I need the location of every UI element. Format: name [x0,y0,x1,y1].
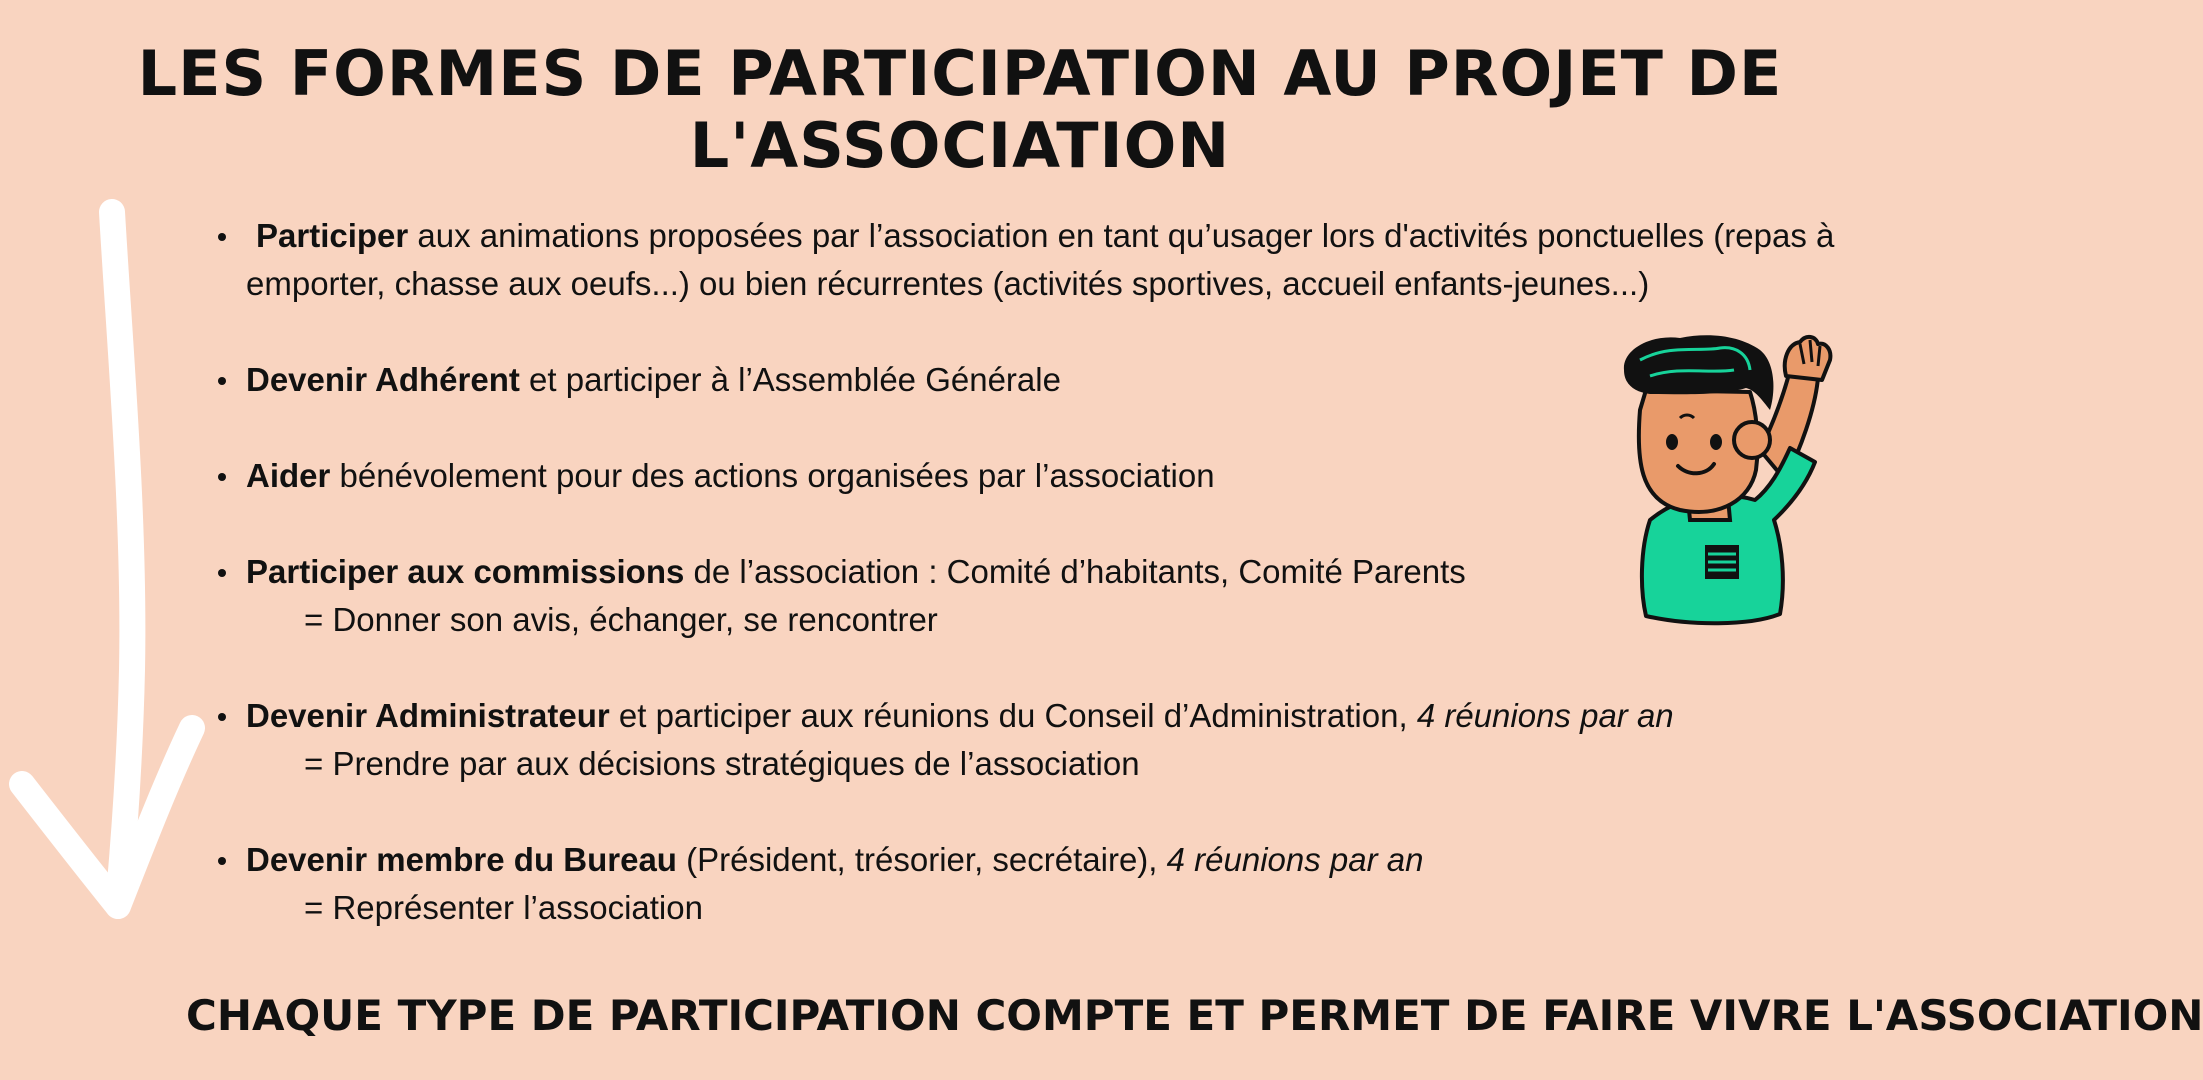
item-italic: 4 réunions par an [1166,841,1424,878]
item-text: aux animations proposées par l’association en tant qu’usager lors d'activités ponctuelles (repas à emporter, chasse aux oeufs...) ou bien récurrentes (activités sportives, accueil enfants-jeunes...) [246,217,1835,302]
item-subtext: = Prendre par aux décisions stratégiques de l’association [304,745,1140,782]
item-text: et participer à l’Assemblée Générale [519,361,1061,398]
down-arrow-icon [0,200,230,930]
item-italic: 4 réunions par an [1416,697,1674,734]
item-subtext: = Représenter l’association [304,889,703,926]
page-title [0,38,1920,182]
item-bold: Devenir membre du Bureau [246,841,677,878]
list-item [212,212,1936,308]
item-text: et participer aux réunions du Conseil d’Administration, [609,697,1417,734]
waving-boy-illustration [1610,330,1850,630]
title-line-2: L'ASSOCIATION [689,109,1231,182]
item-bold: Aider [246,457,331,494]
item-subtext: = Donner son avis, échanger, se rencontrer [304,601,938,638]
list-item [212,692,1912,788]
item-text: bénévolement pour des actions organisées par l’association [330,457,1215,494]
item-bold: Participer aux commissions [246,553,685,590]
item-text: (Président, trésorier, secrétaire), [676,841,1167,878]
title-line-1: LES FORMES DE PARTICIPATION AU PROJET DE [137,37,1783,110]
item-bold: Devenir Administrateur [246,697,610,734]
item-text: de l’association : Comité d’habitants, Comité Parents [684,553,1466,590]
footer-slogan: CHAQUE TYPE DE PARTICIPATION COMPTE ET PERMET DE FAIRE VIVRE L'ASSOCIATION [186,991,2203,1040]
item-bold: Participer [256,217,409,254]
item-bold: Devenir Adhérent [246,361,520,398]
list-item [212,836,1912,932]
